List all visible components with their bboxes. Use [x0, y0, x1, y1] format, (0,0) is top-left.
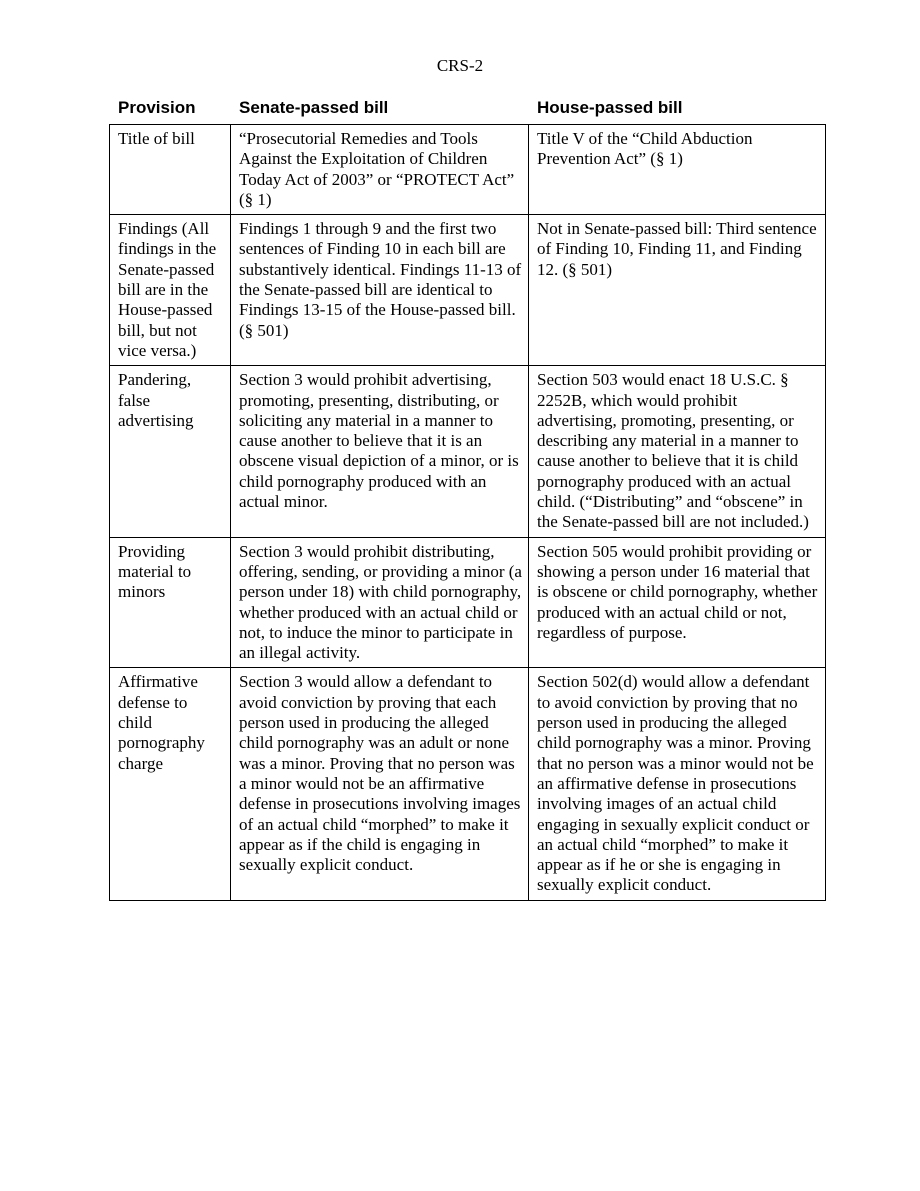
- header-house: House-passed bill: [537, 98, 683, 117]
- house-cell: Section 503 would enact 18 U.S.C. § 2252B, which would prohibit advertising, promoting, presenting, or describing any material in a manner to cause another to believe that it is child pornography produced with an actual child. (“Distributing” and “obscene” in the Senate-passed bill are not included.): [529, 366, 826, 537]
- column-headers: [109, 98, 825, 122]
- house-cell: Title V of the “Child Abduction Prevention Act” (§ 1): [529, 125, 826, 215]
- provision-cell: Providing material to minors: [110, 537, 231, 668]
- provision-cell: Affirmative defense to child pornography charge: [110, 668, 231, 900]
- comparison-table: [109, 124, 826, 901]
- senate-cell: Section 3 would prohibit advertising, promoting, presenting, distributing, or soliciting any material in a manner to cause another to believe that it is an obscene visual depiction of a minor, or is child pornography produced with an actual minor.: [231, 366, 529, 537]
- provision-cell: Pandering, false advertising: [110, 366, 231, 537]
- header-provision: Provision: [118, 98, 196, 117]
- senate-cell: Section 3 would allow a defendant to avoid conviction by proving that each person used in producing the alleged child pornography was an adult or none was a minor. Proving that no person was a minor would not be an affirmative defense in prosecutions involving images of an actual child “morphed” to make it appear as if the child is engaging in sexually explicit conduct.: [231, 668, 529, 900]
- senate-cell: “Prosecutorial Remedies and Tools Against the Exploitation of Children Today Act of 2003” or “PROTECT Act” (§ 1): [231, 125, 529, 215]
- header-senate: Senate-passed bill: [239, 98, 389, 117]
- page-label: CRS-2: [436, 56, 484, 75]
- table-row: [110, 125, 826, 215]
- house-cell: Section 505 would prohibit providing or showing a person under 16 material that is obscene or child pornography, whether produced with an actual child or not, regardless of purpose.: [529, 537, 826, 668]
- provision-cell: Title of bill: [110, 125, 231, 215]
- provision-cell: Findings (All findings in the Senate-passed bill are in the House-passed bill, but not vice versa.): [110, 215, 231, 366]
- house-cell: Section 502(d) would allow a defendant to avoid conviction by proving that no person used in producing the alleged child pornography was a minor. Proving that no person was a minor would not be an affirmative defense in prosecutions involving images of an actual child engaging in sexually explicit conduct or an actual child “morphed” to make it appear as if he or she is engaging in sexually explicit conduct.: [529, 668, 826, 900]
- senate-cell: Section 3 would prohibit distributing, offering, sending, or providing a minor (a person under 18) with child pornography, whether produced with an actual child or not, to induce the minor to participate in an illegal activity.: [231, 537, 529, 668]
- table-row: [110, 366, 826, 537]
- table-row: [110, 215, 826, 366]
- table-row: [110, 537, 826, 668]
- table-row: [110, 668, 826, 900]
- senate-cell: Findings 1 through 9 and the first two sentences of Finding 10 in each bill are substantively identical. Findings 11-13 of the Senate-passed bill are identical to Findings 13-15 of the House-passed bill. (§ 501): [231, 215, 529, 366]
- house-cell: Not in Senate-passed bill: Third sentence of Finding 10, Finding 11, and Finding 12. (§ 501): [529, 215, 826, 366]
